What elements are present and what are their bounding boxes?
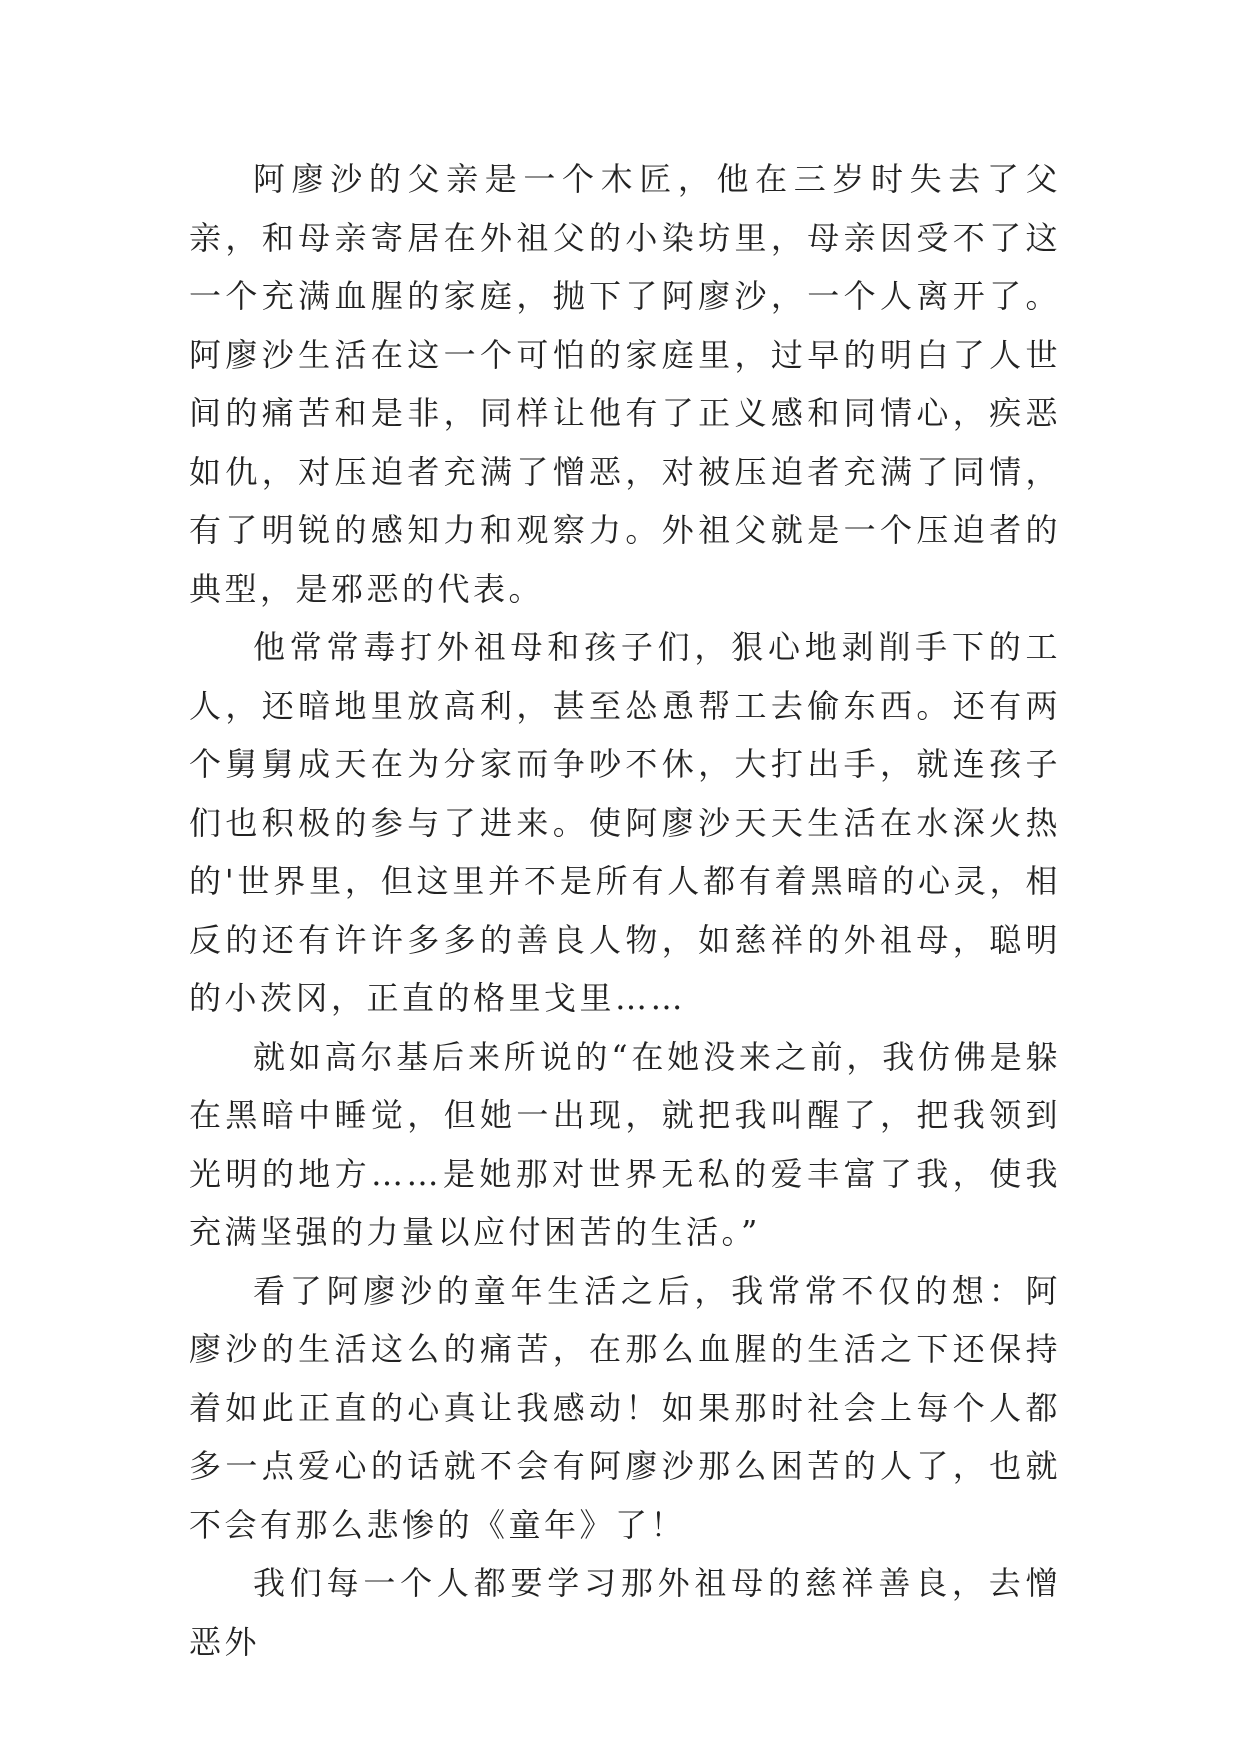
paragraph-2: 他常常毒打外祖母和孩子们，狠心地剥削手下的工人，还暗地里放高利，甚至怂恿帮工去偷东西。还有两个舅舅成天在为分家而争吵不休，大打出手，就连孩子们也积极的参与了进来。使阿廖沙天天生活在水深火热的'世界里，但这里并不是所有人都有着黑暗的心灵，相反的还有许许多多的善良人物，如慈祥的外祖母，聪明的小茨冈，正直的格里戈里…… [189,628,1061,1017]
paragraph-5: 我们每一个人都要学习那外祖母的慈祥善良，去憎恶外 [189,1564,1061,1661]
paragraph-1: 阿廖沙的父亲是一个木匠，他在三岁时失去了父亲，和母亲寄居在外祖父的小染坊里，母亲因受不了这一个充满血腥的家庭，抛下了阿廖沙，一个人离开了。阿廖沙生活在这一个可怕的家庭里，过早的明白了人世间的痛苦和是非，同样让他有了正义感和同情心，疾恶如仇，对压迫者充满了憎恶，对被压迫者充满了同情，有了明锐的感知力和观察力。外祖父就是一个压迫者的典型，是邪恶的代表。 [189,160,1061,608]
paragraph-3: 就如高尔基后来所说的“在她没来之前，我仿佛是躲在黑暗中睡觉，但她一出现，就把我叫醒了，把我领到光明的地方……是她那对世界无私的爱丰富了我，使我充满坚强的力量以应付困苦的生活。” [189,1037,1061,1251]
document-page [189,150,1061,1671]
paragraph-4: 看了阿廖沙的童年生活之后，我常常不仅的想：阿廖沙的生活这么的痛苦，在那么血腥的生活之下还保持着如此正直的心真让我感动！如果那时社会上每个人都多一点爱心的话就不会有阿廖沙那么困苦的人了，也就不会有那么悲惨的《童年》了！ [189,1271,1061,1544]
